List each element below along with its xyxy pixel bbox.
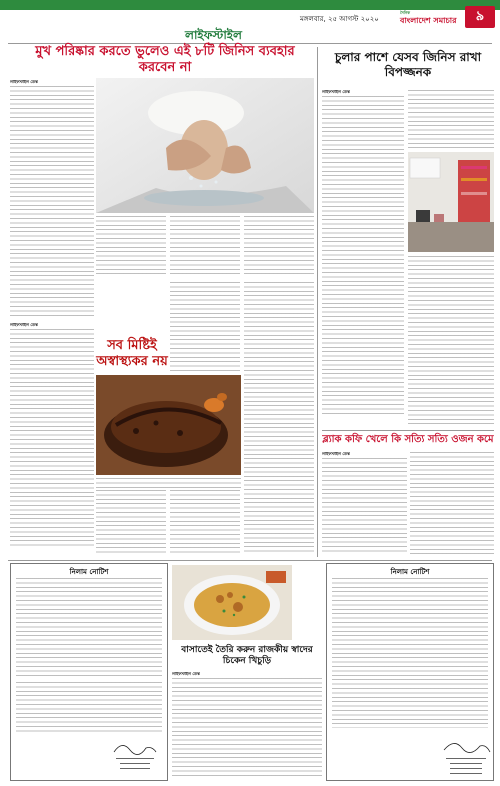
main-article-body-col3 (170, 216, 240, 276)
stove-article-body-col3 (408, 256, 494, 426)
page-number: ৯ (465, 6, 495, 28)
bottom-divider (8, 560, 492, 561)
main-article-body-col1 (10, 80, 94, 320)
stove-headline: চুলার পাশে যেসব জিনিস রাখা বিপজ্জনক (334, 50, 482, 79)
sweets-article-byline: লাইফস্টাইল ডেস্ক (10, 323, 38, 327)
sweets-headline: সব মিষ্টিই অস্বাস্থ্যকর নয় (96, 338, 168, 370)
main-article-body-col4 (244, 216, 314, 276)
face-wash-photo (96, 78, 314, 213)
auction-notice-left-terms (16, 682, 162, 734)
coffee-article-body-col2 (410, 452, 494, 557)
auction-notice-right-title: নিলাম নোটিশ (390, 568, 430, 576)
newspaper-logo (400, 11, 457, 28)
main-headline: মুখ পরিষ্কার করতে ভুলেও এই ৮টি জিনিস ব্যবহার করবেন না (35, 44, 295, 76)
auction-notice-left-body (16, 578, 162, 678)
sweets-article-body-col2 (96, 490, 166, 555)
main-article-byline: লাইফস্টাইল ডেস্ক (10, 80, 38, 84)
stove-article-byline: লাইফস্টাইল ডেস্ক (322, 90, 350, 94)
auction-notice-right-signature (440, 734, 492, 778)
stove-article-body-col1 (322, 90, 404, 420)
coffee-article-byline: লাইফস্টাইল ডেস্ক (322, 452, 350, 456)
sweets-article-body-col4 (244, 445, 314, 555)
stove-divider (322, 430, 494, 431)
auction-notice-left-title: নিলাম নোটিশ (69, 568, 109, 576)
sweets-article-body-col1 (10, 323, 94, 553)
chicken-khichuri-photo (172, 565, 292, 640)
column-divider (317, 47, 318, 557)
coffee-article-body-col1 (322, 452, 407, 557)
cake-caption (96, 478, 241, 488)
header-bar (0, 0, 500, 10)
main-article-body-col5 (170, 282, 240, 372)
khichuri-article-body (172, 672, 322, 782)
stove-article-body-col2 (408, 90, 494, 150)
main-article-body-col2 (96, 216, 166, 276)
main-article-body-col6 (244, 282, 314, 442)
section-title: লাইফস্টাইল (185, 28, 242, 42)
auction-notice-right-body (332, 578, 488, 728)
khichuri-headline: বাসাতেই তৈরি করুন রাজকীয় স্বাদের চিকেন খিচুড়ি (181, 645, 313, 667)
chocolate-cake-photo (96, 375, 241, 475)
logo-subtitle: দৈনিক (400, 10, 411, 15)
auction-notice-left-signature (110, 738, 160, 776)
sweets-article-body-col3 (170, 490, 240, 555)
kitchen-photo (408, 152, 494, 252)
logo-title: বাংলাদেশ সমাচার (400, 16, 457, 25)
issue-date: মঙ্গলবার, ২৫ আগস্ট ২০২০ (300, 15, 379, 23)
khichuri-article-byline: লাইফস্টাইল ডেস্ক (172, 672, 200, 676)
coffee-headline: ব্ল্যাক কফি খেলে কি সত্যি সত্যি ওজন কমে (322, 434, 494, 445)
